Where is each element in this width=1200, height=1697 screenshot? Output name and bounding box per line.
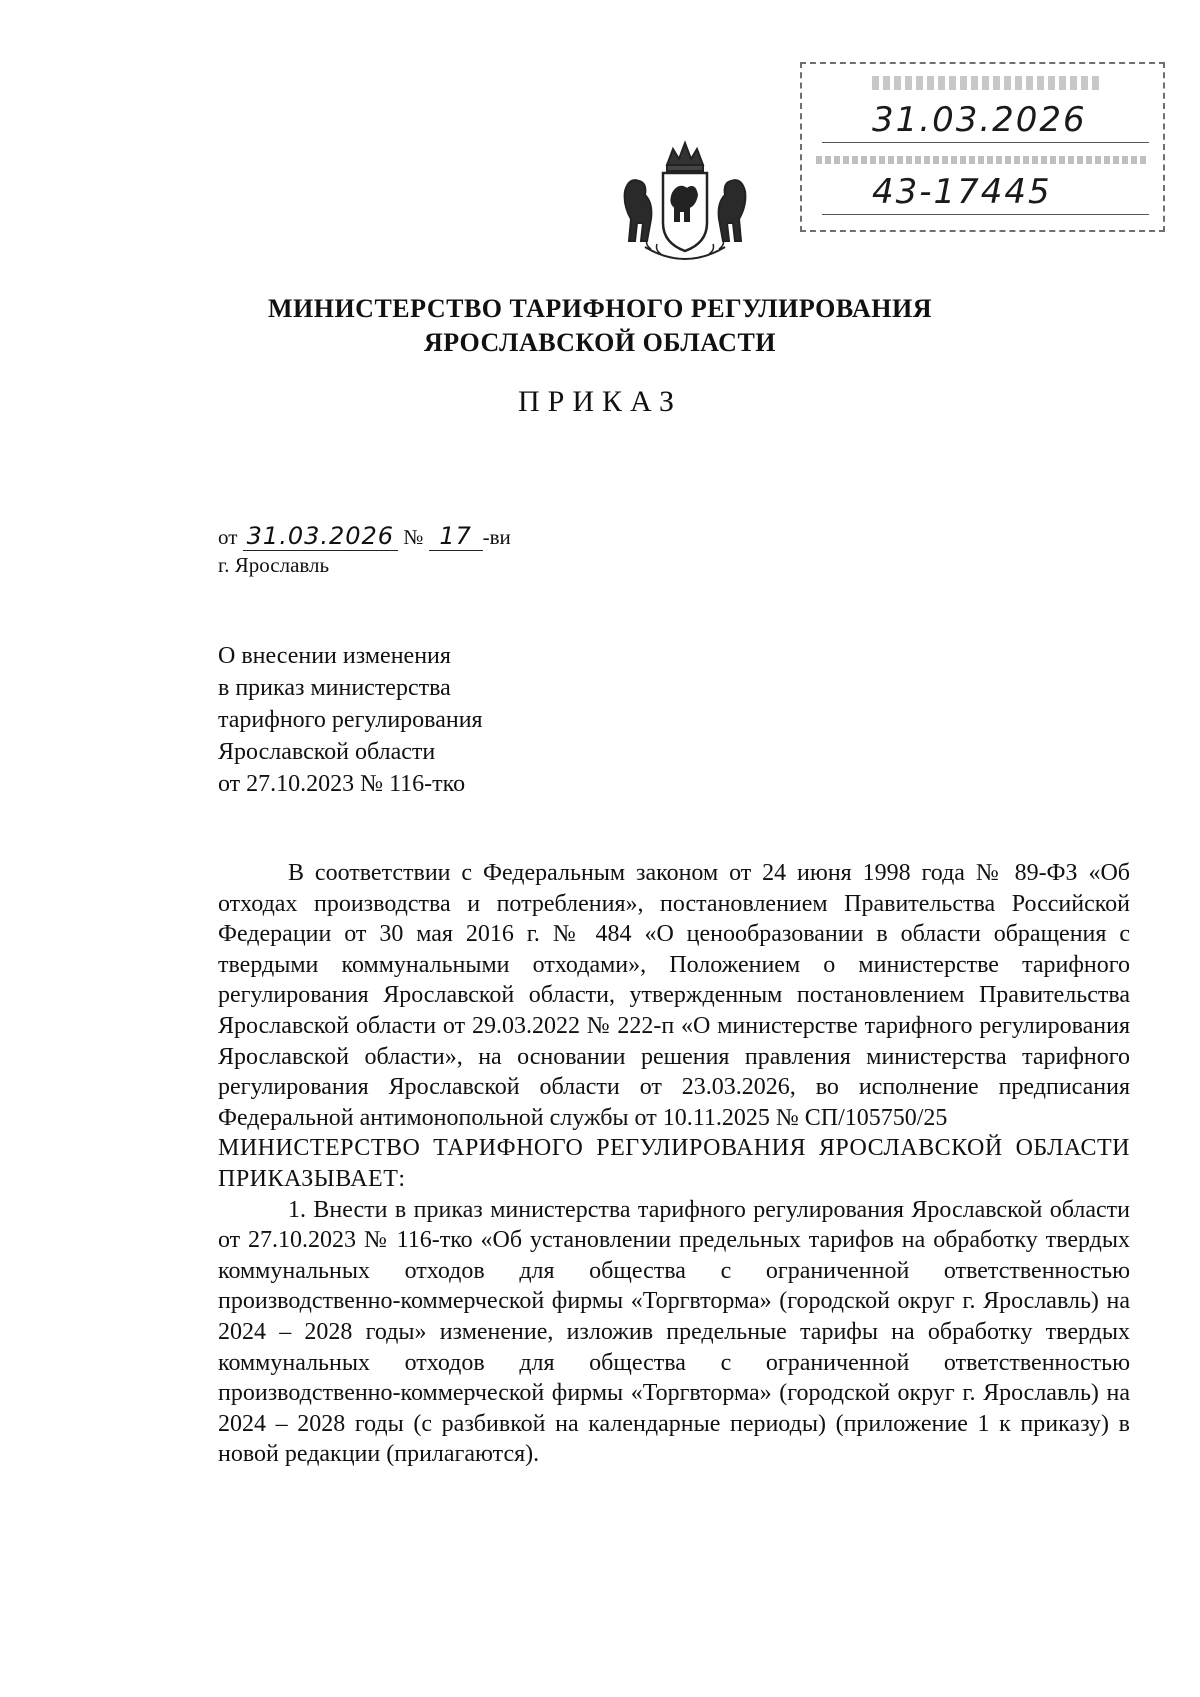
subject-line: Ярославской области	[218, 739, 436, 765]
order-body	[218, 858, 1130, 1470]
preamble-paragraph: В соответствии с Федеральным законом от 24 июня 1998 года № 89-ФЗ «Об отходах производства и потребления», постановлением Правительства Российской Федерации от 30 мая 2016 г. № 484 «О ценообразовании в области обращения с твердыми коммунальными отходами», Положением о министерстве тарифного регулирования Ярославской области, утвержденным постановлением Правительства Ярославской области от 29.03.2022 № 222-п «О министерстве тарифного регулирования Ярославской области», на основании решения правления министерства тарифного регулирования Ярославской области от 23.03.2026, во исполнение предписания Федеральной антимонопольной службы от 10.11.2025 № СП/105750/25	[218, 860, 1130, 1131]
from-label: от	[218, 525, 238, 549]
order-suffix: -ви	[482, 525, 511, 549]
number-label: №	[403, 525, 424, 549]
ministry-name-line2: ЯРОСЛАВСКОЙ ОБЛАСТИ	[423, 328, 777, 357]
stamp-number-line	[822, 214, 1149, 215]
document-type-title: ПРИКАЗ	[518, 385, 682, 418]
ministry-name-line1: МИНИСТЕРСТВО ТАРИФНОГО РЕГУЛИРОВАНИЯ	[267, 294, 933, 323]
subject-line: от 27.10.2023 № 116-тко	[218, 771, 466, 797]
coat-of-arms-emblem	[615, 135, 755, 270]
order-date-number	[218, 522, 511, 551]
orders-statement: МИНИСТЕРСТВО ТАРИФНОГО РЕГУЛИРОВАНИЯ ЯРОСЛАВСКОЙ ОБЛАСТИ ПРИКАЗЫВАЕТ:	[218, 1135, 1130, 1192]
order-number: 17	[429, 522, 483, 551]
order-item-1: 1. Внести в приказ министерства тарифного регулирования Ярославской области от 27.10.2023 № 116-тко «Об установлении предельных тарифов на обработку твердых коммунальных отходов для общества с ограниченной ответственностью производственно-коммерческой фирмы «Торгвторма» (городской округ г. Ярославль) на 2024 – 2028 годы» изменение, изложив предельные тарифы на обработку твердых коммунальных отходов для общества с ограниченной ответственностью производственно-коммерческой фирмы «Торгвторма» (городской округ г. Ярославль) на 2024 – 2028 годы (с разбивкой на календарные периоды) (приложение 1 к приказу) в новой редакции (прилагаются).	[218, 1196, 1130, 1468]
registration-stamp	[800, 62, 1165, 232]
subject-line: в приказ министерства	[218, 675, 451, 701]
stamp-header-illegible	[872, 76, 1102, 90]
order-date: 31.03.2026	[243, 522, 398, 551]
subject-line: О внесении изменения	[218, 643, 451, 669]
order-subject	[218, 640, 483, 800]
stamp-registration-number: 43-17445	[872, 172, 1052, 212]
subject-line: тарифного регулирования	[218, 707, 483, 733]
order-city: г. Ярославль	[218, 553, 330, 577]
stamp-registration-date: 31.03.2026	[872, 100, 1087, 140]
stamp-date-line	[822, 142, 1149, 143]
stamp-caption-illegible	[816, 156, 1146, 164]
